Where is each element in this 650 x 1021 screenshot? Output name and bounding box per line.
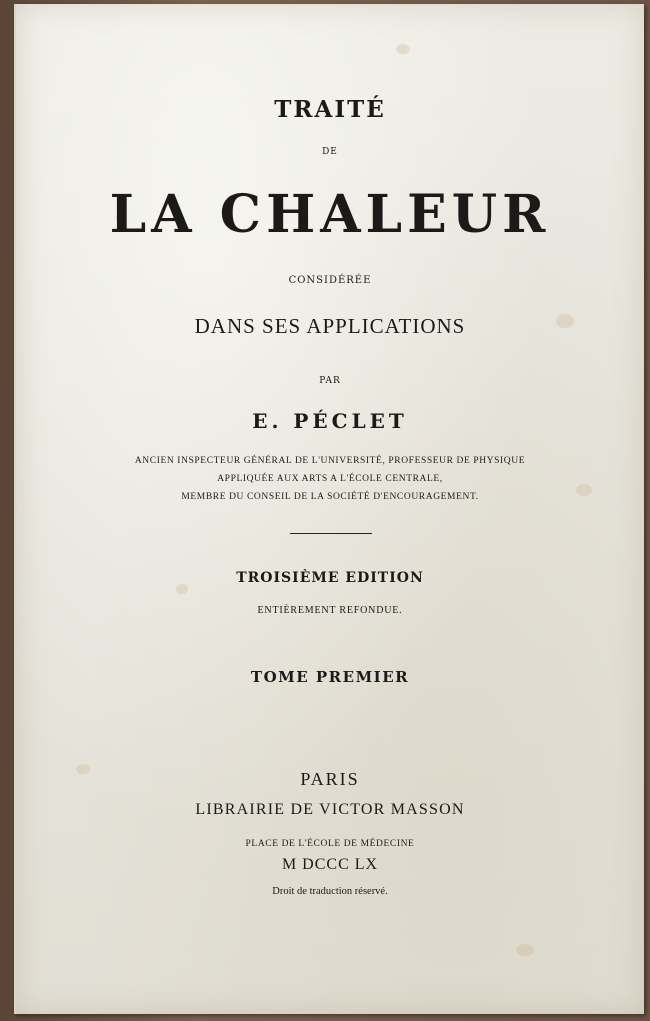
rights-notice: Droit de traduction réservé. <box>272 886 388 897</box>
divider-rule <box>290 533 372 534</box>
title-de: DE <box>322 147 338 157</box>
volume-label: TOME PREMIER <box>250 668 410 686</box>
author-credential-line: MEMBRE DU CONSEIL DE LA SOCIÉTÉ D'ENCOURAGEMENT. <box>181 492 479 502</box>
publisher-name: LIBRAIRIE DE VICTOR MASSON <box>195 801 465 818</box>
main-title: LA CHALEUR <box>109 184 551 245</box>
title-page <box>14 4 644 1014</box>
publication-year: M DCCC LX <box>281 856 379 873</box>
publisher-city: PARIS <box>300 769 360 789</box>
title-traite: TRAITÉ <box>274 96 386 123</box>
edition-note: ENTIÈREMENT REFONDUE. <box>257 605 403 616</box>
subtitle-applications: DANS SES APPLICATIONS <box>194 314 466 338</box>
edition: TROISIÈME EDITION <box>236 570 424 586</box>
foxing-spot <box>516 944 534 956</box>
subtitle-consideree: CONSIDÉRÉE <box>288 275 372 286</box>
author-credential-line: APPLIQUÉE AUX ARTS A L'ÉCOLE CENTRALE, <box>217 474 443 484</box>
foxing-spot <box>396 44 410 54</box>
by-line-par: PAR <box>319 376 341 386</box>
publisher-address: PLACE DE L'ÉCOLE DE MÉDECINE <box>245 839 415 849</box>
author-credential-line: ANCIEN INSPECTEUR GÉNÉRAL DE L'UNIVERSITÉ, PROFESSEUR DE PHYSIQUE <box>134 456 526 466</box>
author-name: E. PÉCLET <box>252 409 408 433</box>
